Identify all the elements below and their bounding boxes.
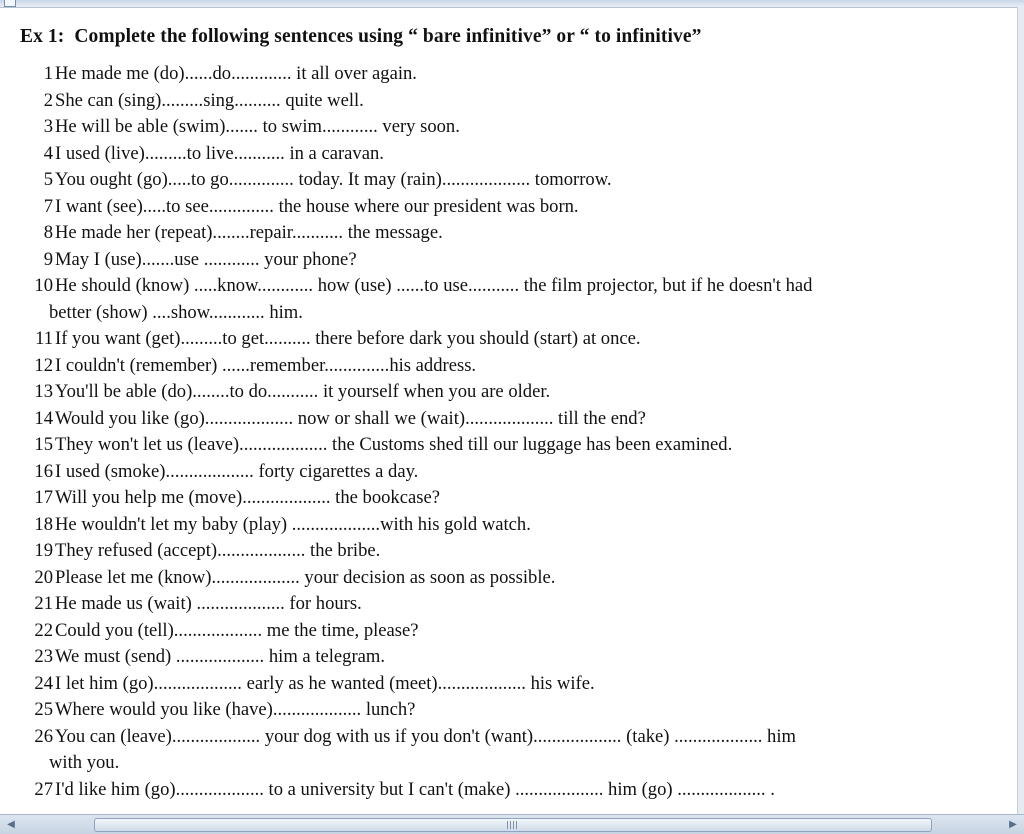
sentence-item <box>20 618 1010 645</box>
sentence-item <box>20 406 1010 433</box>
sentence-text: I'd like him (go)................... to a university but I can't (make) ................... him (go) ................... . <box>55 778 775 800</box>
sentence-number: 16 <box>34 460 53 482</box>
sentence-item <box>20 459 1010 486</box>
sentence-number: 13 <box>34 381 53 402</box>
sentence-number: 12 <box>34 354 53 376</box>
sentence-text: You'll be able (do)........to do........... it yourself when you are older. <box>55 381 551 402</box>
sentence-text: He wouldn't let my baby (play) ...................with his gold watch. <box>55 513 531 535</box>
sentence-number: 15 <box>34 434 53 455</box>
sentence-text: Will you help me (move)................... the bookcase? <box>55 487 440 508</box>
sentence-item <box>20 538 1010 565</box>
sentence-item <box>20 326 1010 353</box>
sentence-number: 2 <box>43 89 53 111</box>
sentence-number: 25 <box>34 699 53 720</box>
sentence-text: You can (leave)................... your dog with us if you don't (want)................... (take) ................... him <box>55 725 796 747</box>
horizontal-scrollbar[interactable] <box>0 814 1024 834</box>
sentence-number: 10 <box>34 275 53 296</box>
sentence-text: He made me (do)......do............. it all over again. <box>55 63 417 84</box>
sentence-number: 11 <box>35 328 53 349</box>
sentence-item <box>20 61 1010 88</box>
sentence-number: 5 <box>43 169 53 190</box>
sentence-text: He made us (wait) ................... for hours. <box>55 593 362 614</box>
sentence-number: 20 <box>34 566 53 588</box>
sentence-number: 1 <box>43 63 53 84</box>
sentence-list <box>20 61 1010 803</box>
sentence-text: They won't let us (leave)................... the Customs shed till our luggage has been examined. <box>55 434 733 455</box>
sentence-item <box>20 379 1010 406</box>
sentence-item <box>20 512 1010 539</box>
sentence-number: 14 <box>34 407 53 429</box>
sentence-text: He made her (repeat)........repair........... the message. <box>55 222 443 243</box>
sentence-item <box>20 671 1010 698</box>
sentence-text: I used (smoke)................... forty cigarettes a day. <box>55 460 419 482</box>
document-page <box>0 7 1017 814</box>
sentence-text: You ought (go).....to go.............. today. It may (rain)................... tomorrow. <box>55 169 612 190</box>
sentence-text: Could you (tell)................... me the time, please? <box>55 619 419 641</box>
sentence-item <box>20 114 1010 141</box>
sentence-number: 19 <box>34 540 53 561</box>
scroll-left-arrow-icon[interactable]: ◀ <box>7 819 15 830</box>
sentence-text: I want (see).....to see.............. the house where our president was born. <box>55 195 579 217</box>
sentence-number: 21 <box>34 593 53 614</box>
sentence-continuation: better (show) ....show............ him. <box>49 301 303 323</box>
sentence-item <box>20 724 1010 751</box>
sentence-text: I let him (go)................... early as he wanted (meet)................... his wife. <box>55 672 595 694</box>
sentence-text: I couldn't (remember) ......remember..............his address. <box>55 354 477 376</box>
sentence-number: 17 <box>34 487 53 508</box>
scroll-grip-icon <box>507 821 519 829</box>
sentence-item <box>20 565 1010 592</box>
sentence-item <box>20 644 1010 671</box>
sentence-item <box>20 591 1010 618</box>
sentence-number: 27 <box>34 778 53 800</box>
sentence-item <box>20 247 1010 274</box>
sentence-text: Please let me (know)................... your decision as soon as possible. <box>55 566 556 588</box>
sentence-text: She can (sing).........sing.......... quite well. <box>55 89 364 111</box>
sentence-item <box>20 432 1010 459</box>
sentence-item <box>20 273 1010 300</box>
sentence-number: 8 <box>43 222 53 243</box>
sentence-item <box>20 353 1010 380</box>
sentence-item <box>20 697 1010 724</box>
sentence-text: He will be able (swim)....... to swim............ very soon. <box>55 116 460 137</box>
horizontal-scroll-thumb[interactable] <box>94 818 932 832</box>
sentence-number: 18 <box>34 513 53 535</box>
exercise-title: Ex 1: Complete the following sentences using “ bare infinitive” or “ to infinitive” <box>20 26 702 47</box>
sentence-item <box>20 777 1010 804</box>
sentence-number: 22 <box>34 619 53 641</box>
sentence-continuation: with you. <box>49 752 120 773</box>
sentence-item <box>20 485 1010 512</box>
vertical-scrollbar[interactable] <box>1017 7 1024 814</box>
sentence-item <box>20 194 1010 221</box>
page-corner-marker <box>4 0 16 7</box>
sentence-number: 3 <box>43 116 53 137</box>
sentence-text: Would you like (go)................... now or shall we (wait)................... till the end? <box>55 407 646 429</box>
sentence-text: He should (know) .....know............ how (use) ......to use........... the film projector, but if he doesn't had <box>55 275 813 296</box>
sentence-number: 9 <box>43 248 53 270</box>
sentence-number: 26 <box>34 725 53 747</box>
sentence-item <box>20 141 1010 168</box>
sentence-text: I used (live).........to live........... in a caravan. <box>55 142 384 164</box>
sentence-number: 7 <box>43 195 53 217</box>
sentence-number: 4 <box>43 142 53 164</box>
sentence-number: 24 <box>34 672 53 694</box>
sentence-text: Where would you like (have)................... lunch? <box>55 699 416 720</box>
scroll-right-arrow-icon[interactable]: ▶ <box>1009 819 1017 830</box>
sentence-text: If you want (get).........to get.......... there before dark you should (start) at once. <box>55 328 641 349</box>
sentence-number: 23 <box>34 646 53 667</box>
sentence-text: May I (use).......use ............ your phone? <box>55 248 357 270</box>
sentence-text: They refused (accept)................... the bribe. <box>55 540 381 561</box>
sentence-item <box>20 88 1010 115</box>
sentence-item <box>20 220 1010 247</box>
sentence-item <box>20 167 1010 194</box>
sentence-text: We must (send) ................... him a telegram. <box>55 646 386 667</box>
